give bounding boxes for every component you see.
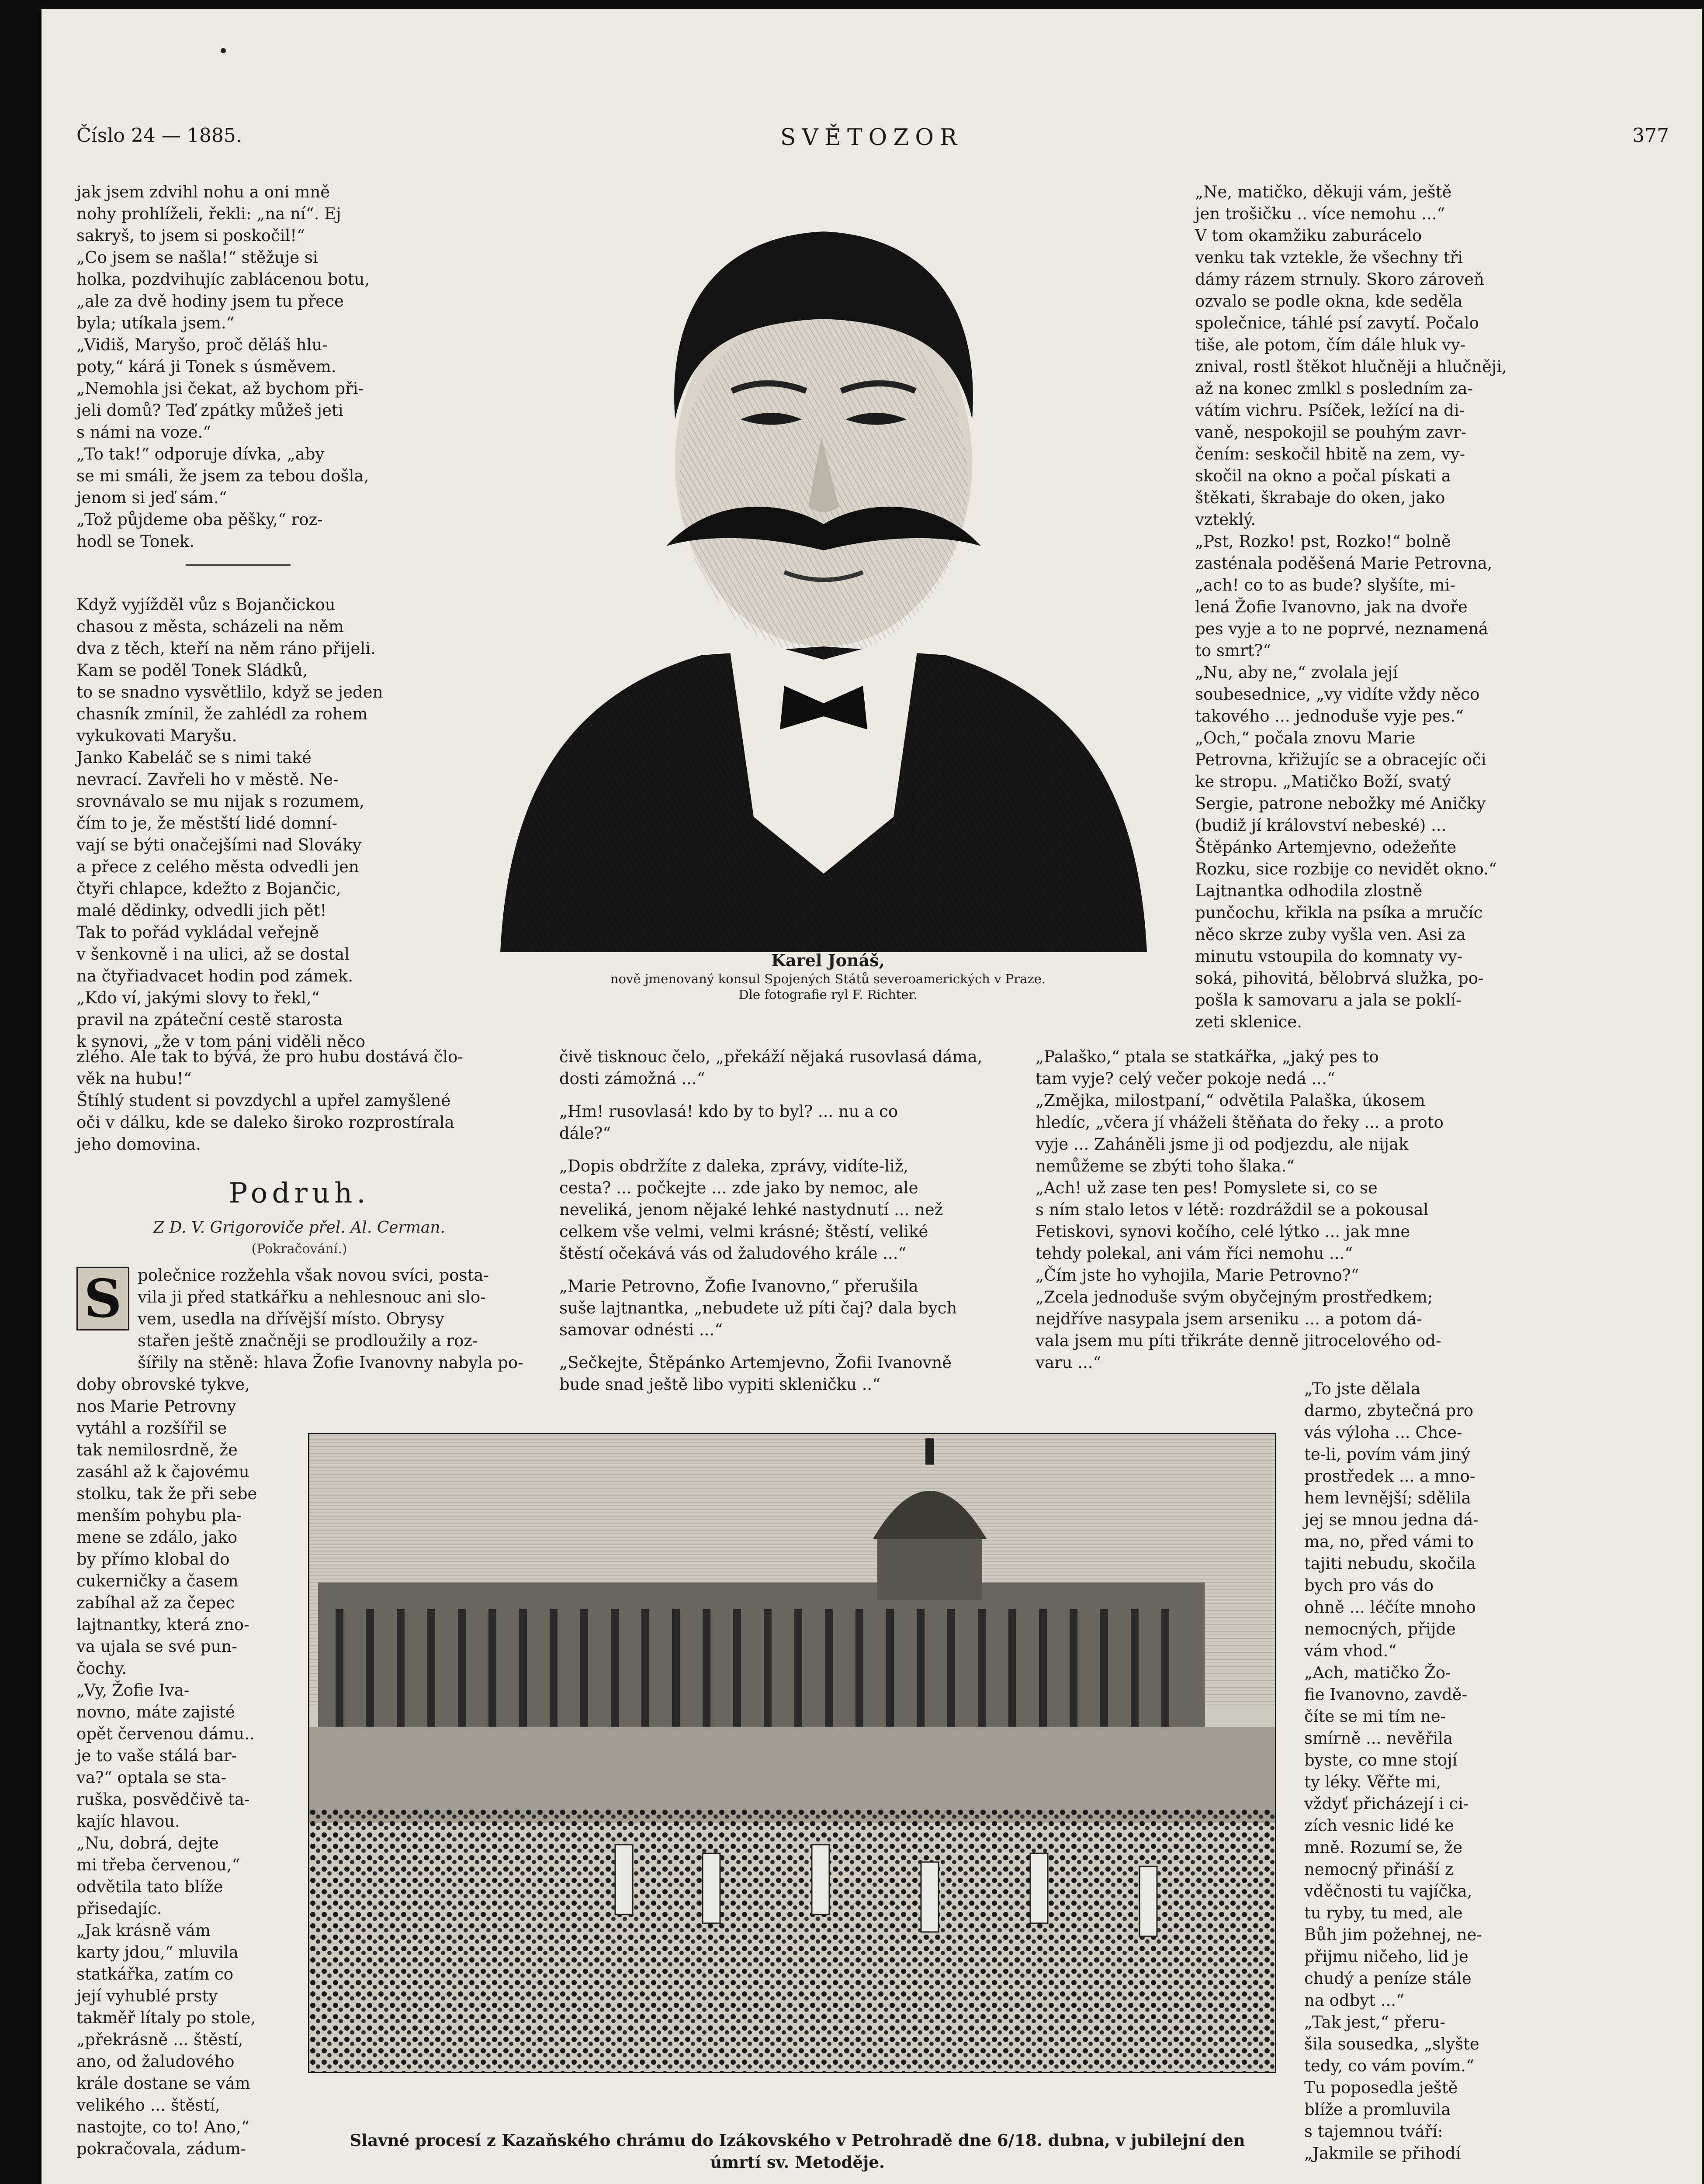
paragraph: Když vyjížděl vůz s Bojančickou chasou z města, scházeli na něm dva z těch, kteří na něm ráno přijeli. [76,595,376,658]
paragraph: „Jak krásně vám karty jdou,“ mluvila statkářka, zatím co její vyhublé prsty takměř lítaly po stole, „překrásně ... štěstí, ano, od žaludového krále dostane se vám velikého ... štěstí, nastojte, co to! Ano,“ pokračovala, zádum- [76,1921,256,2158]
continuation-note: (Pokračování.) [251,1241,347,1257]
paragraph: „Kdo ví, jakými slovy to řekl,“ pravil na zpáteční cestě starosta k synovi, „že v tom páni viděli něco [76,988,366,1051]
drum [877,1534,982,1600]
paragraph: Štíhlý student si povzdychl a upřel zamyšlené oči v dálku, kde se daleko široko rozprostírala jeho domovina. [76,1091,454,1154]
paragraph: „Čím jste ho vyhojila, Marie Petrovno?“ [1036,1266,1359,1285]
portrait-engraving [483,192,1164,952]
column-right-narrow [1304,1378,1649,2164]
paragraph-block [76,1090,540,1155]
paragraph: „Palaško,“ ptala se statkářka, „jaký pes to tam vyje? celý večer pokoje nedá ...“ [1036,1047,1379,1088]
portrait-name: Karel Jonáš, [771,950,885,970]
paragraph: „To tak!“ odporuje dívka, „aby se mi smáli, že jsem za tebou došla, jenom si jeď sám.“ [76,445,369,507]
paragraph: „Ach! už zase ten pes! Pomyslete si, co se s ním stalo letos v létě: rozdráždil se a pokousal Fetiskovi, synovi kočího, celé lýtko ... jak mne tehdy polekal, ani vám říci nemohu ...“ [1036,1178,1429,1263]
section-title: Podruh. [229,1177,370,1209]
intro-text [138,1265,531,1374]
crowd [309,1810,1275,2072]
ink-speck [221,48,226,53]
illustration-caption: Slavné procesí z Kazaňského chrámu do Izákovského v Petrohradě dne 6/18. dubna, v jubilejní den úmrtí sv. Metoděje. [350,2131,1245,2172]
paragraph: „Nu, aby ne,“ zvolala její soubesednice, „vy vidíte vždy něco takového ... jednoduše vyje pes.“ [1195,663,1480,726]
portrait-description: nově jmenovaný konsul Spojených Států severoamerických v Praze. [610,971,1046,986]
dropcap-initial: S [76,1267,129,1330]
column-narrow-left [76,1374,277,2160]
paragraph: doby obrovské tykve, nos Marie Petrovny vytáhl a rozšířil se tak nemilosrdně, že zasáhl až k čajovému stolku, tak že při sebe menším pohybu pla- mene se zdálo, jako by přímo klobal do cukerničky a časem zabíhal až za čepec lajtnantky, která zno- va ujala se své pun- čochy. [76,1375,257,1678]
paragraph: „Dopis obdržíte z daleka, zprávy, vidíte-liž, cesta? ... počkejte ... zde jako by nemoc, ale neveliká, jenom nějaké lehké nastydnutí ... než celkem vše velmi, velmi krásné; štěstí, veliké štěstí očekává vás od žaludového krále ...“ [559,1157,943,1263]
column-right-wide [1036,1046,1654,1374]
paragraph: „Hm! rusovlasá! kdo by to byl? ... nu a co dále?“ [559,1102,898,1143]
paragraph: „Nu, dobrá, dejte mi třeba červenou,“ odvětila tato blíže přisedajíc. [76,1834,240,1918]
paragraph: polečnice rozžehla však novou svíci, posta- vila ji před statkářku a nehlesnouc ani slo- vem, usedla na dřívější místo. Obrysy stařen ještě značněji se prodloužily a roz- šířily na stěně: hlava Žofie Ivanovny nabyla po- [138,1266,523,1372]
paragraph: „Zcela jednoduše svým obyčejným prostředkem; nejdříve nasypala jsem arseniku ... a potom dá- vala jsem mu píti třikráte denně jitrocelového od- varu ...“ [1036,1288,1441,1372]
paragraph: „To jste dělala darmo, zbytečná pro vás výloha ... Chce- te-li, povím vám jiný prostředek ... a mno- hem levnější; sdělila jej se mnou jedna dá- ma, no, před vámi to tajiti nebudu, skočila bych pro vás do ohně ... léčíte mnoho nemocných, přijde vám vhod.“ [1304,1379,1479,1660]
paragraph: Janko Kabeláč se s nimi také nevrací. Zavřeli ho v městě. Ne- srovnávalo se mu nijak s rozumem, čím to je, že městští lidé domní- vají se býti onačejšími nad Slováky a přece z celého města odvedli jen čtyři chlapce, kdežto z Bojančic, malé dědinky, odvedli jich pět! [76,748,365,920]
column-middle [559,1046,1033,1396]
issue-label: Číslo 24 — 1885. [76,124,242,147]
paragraph: „Ne, matičko, děkuji vám, ještě jen trošičku .. více nemohu ...“ [1195,183,1452,223]
paragraph: jak jsem zdvihl nohu a oni mně nohy prohlíželi, řekli: „na ní“. Ej sakryš, to jsem si poskočil!“ [76,183,341,245]
text-line: zlého. Ale tak to bývá, že pro hubu dostává člo- [76,1047,463,1066]
portrait-caption [522,950,1134,1002]
page-number: 377 [1632,124,1669,147]
paragraph: „Pst, Rozko! pst, Rozko!“ bolně zasténala poděšená Marie Petrovna, „ach! co to as bude? slyšíte, mi- lená Žofie Ivanovno, jak na dvoře pes vyje a to ne poprvé, neznamená to smrt?“ [1195,532,1493,660]
paragraph: čivě tisknouc čelo, „překáží nějaká rusovlasá dáma, dosti zámožná ...“ [559,1047,983,1088]
paragraph: Lajtnantka odhodila zlostně punčochu, křikla na psíka a mručíc něco skrze zuby vyšla ven. Asi za minutu vstoupila do komnaty vy- soká, pihovitá, bělobrvá služka, po- pošla k samovaru a jala se poklí- zeti sklenice. [1195,881,1484,1031]
section-byline: Z D. V. Grigoroviče přel. Al. Cerman. [153,1219,445,1237]
paragraph: „Sečkejte, Štěpánko Artemjevno, Žofii Ivanovně bude snad ještě libo vypiti skleničku ..“ [559,1353,952,1394]
paragraph: „Co jsem se našla!“ stěžuje si holka, pozdvihujíc zablácenou botu, „ale za dvě hodiny jsem tu přece byla; utíkala jsem.“ [76,248,370,332]
newspaper-page [42,9,1702,2184]
paragraph: Tak to pořád vykládal veřejně v šenkovně i na ulici, až se dostal na čtyřiadvacet hodin pod zámek. [76,923,353,985]
paragraph: „Tak jest,“ přeru- šila sousedka, „slyšte tedy, co vám povím.“ Tu poposedla ještě blíže a promluvila s tajemnou tváří: „Jakmile se přihodí [1304,2013,1479,2163]
paragraph: V tom okamžiku zaburácelo venku tak vztekle, že všechny tři dámy rázem strnuly. Skoro zároveň ozvalo se podle okna, kde seděla společnice, táhlé psí zavytí. Počalo tiše, ale potom, čím dále hluk vy- znival, rostl štěkot hlučněji a hlučněji, až na konec zmlkl s posledním za- vátím vichru. Psíček, ležící na di- vaně, nespokojil se pouhým zavr- čením: seskočil hbitě na zem, vy- skočil na okno a počal pískati a štěkati, škrabaje do oken, jako vzteklý. [1195,226,1507,529]
paragraph: „Vy, Žofie Iva- novno, máte zajisté opět červenou dámu.. je to vaše stálá bar- va?“ optala se sta- ruška, posvědčivě ta- kajíc hlavou. [76,1681,255,1831]
paragraph: „Och,“ počala znovu Marie Petrovna, křižujíc se a obracejíc oči ke stropu. „Matičko Boží, svatý Sergie, patrone nebožky mé Aničky (budiž jí království nebeské) ... Štěpánko Artemjevno, odežeňte Rozku, sice rozbije co nevidět okno.“ [1195,729,1497,878]
paragraph: „Vidiš, Maryšo, proč děláš hlu- poty,“ kárá ji Tonek s úsměvem. „Nemohla jsi čekat, až bychom při- jeli domů? Teď zpátky můžeš jeti s námi na voze.“ [76,335,364,442]
paragraph: „Marie Petrovno, Žofie Ivanovno,“ přerušila suše lajtnantka, „nebudete už píti čaj? dala bych samovar odnésti ...“ [559,1277,957,1339]
paragraph: „Ach, matičko Žo- fie Ivanovno, zavdě- číte se mi tím ne- smírně ... nevěřila byste, co mne stojí ty léky. Věřte mi, vždyť přicházejí i ci- zích vesnic lidé ke mně. Rozumí se, že nemocný přináší z vděčnosti tu vajíčka, tu ryby, tu med, ale Bůh jim požehnej, ne- přijmu ničeho, lid je chudý a peníze stále na odbyt ...“ [1304,1663,1482,2010]
column-left [76,181,387,1053]
paragraph: „Tož půjdeme oba pěšky,“ roz- hodl se Tonek. [76,510,323,551]
column-right [1195,181,1654,1033]
engraver-credit: Dle fotografie ryl F. Richter. [738,987,918,1002]
square [309,1727,1275,1823]
paragraph: „Změjka, milostpaní,“ odvětila Palaška, úkosem hledíc, „včera jí vháželi štěňata do řeky ... a proto vyje ... Zaháněli jsme ji od podjezdu, ale nijak nemůžeme se zbýti toho šlaka.“ [1036,1091,1444,1175]
section-divider [186,564,291,566]
masthead-title: SVĚTOZOR [780,124,963,151]
procession-illustration [308,1433,1276,2073]
text-line: věk na hubu!“ [76,1069,192,1088]
paragraph: Kam se poděl Tonek Sládků, to se snadno vysvětlilo, když se jeden chasník zmínil, že zahlédl za rohem vykukovati Maryšu. [76,661,383,745]
